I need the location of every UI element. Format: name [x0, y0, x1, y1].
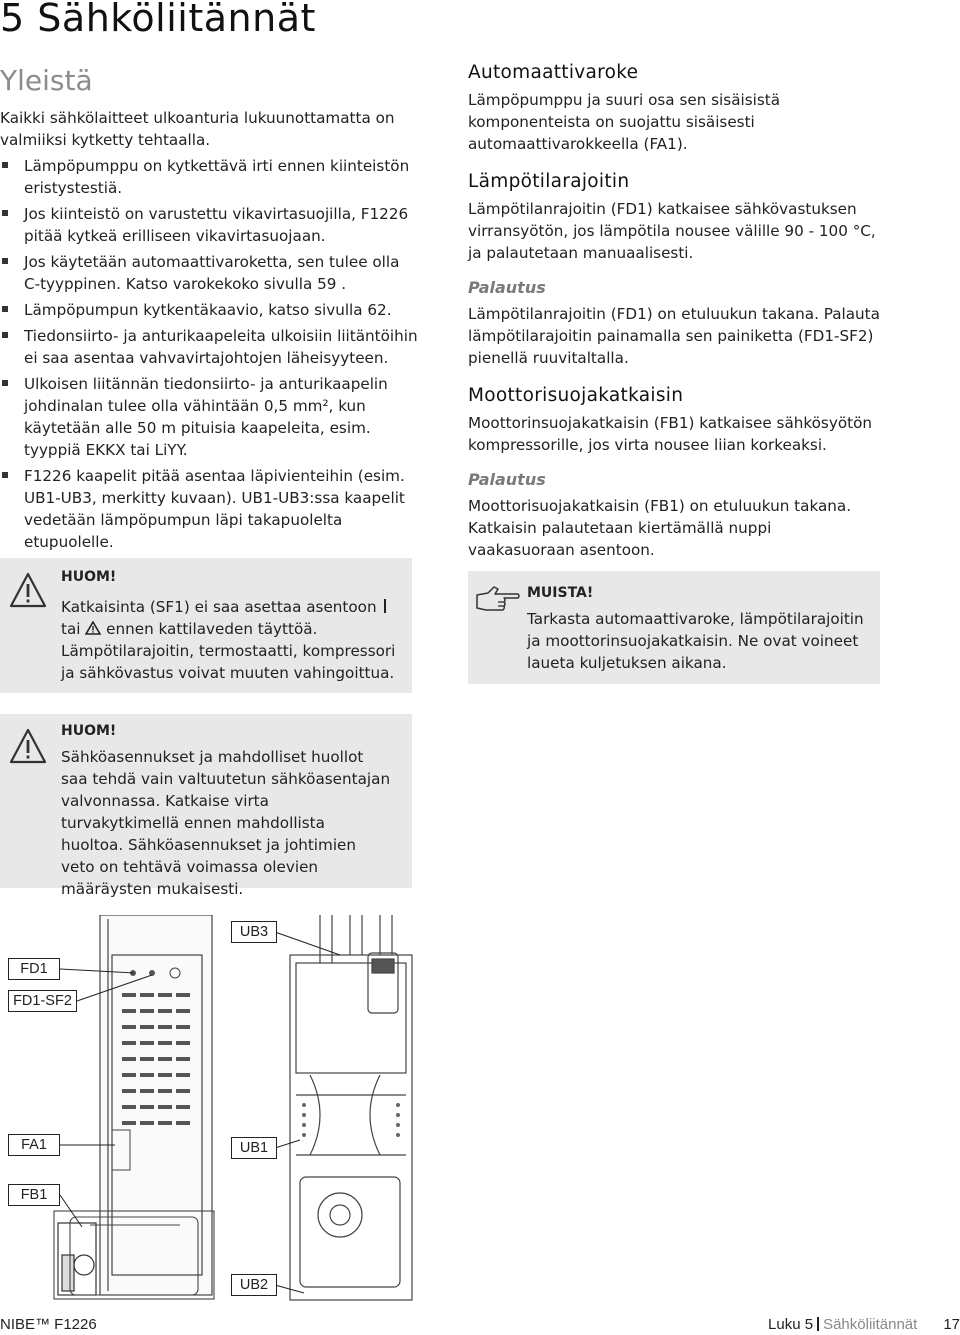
section-heading-lampotilarajoitin: Lämpötilarajoitin	[468, 171, 630, 192]
bullet-icon	[2, 332, 8, 338]
bullet-list	[0, 155, 418, 553]
subheading-palautus: Palautus	[468, 278, 546, 297]
section-heading-yleista: Yleistä	[0, 64, 93, 97]
chapter-title	[0, 0, 316, 40]
list-item: F1226 kaapelit pitää asentaa läpivienteihin (esim. UB1-UB3, merkitty kuvaan). UB1-UB3:ssa kaapelit vedetään lämpöpumpun läpi takapuolelta etupuolelle.	[0, 465, 418, 553]
callout-fd1-sf2: FD1-SF2	[8, 990, 77, 1012]
warning-position-icon	[85, 621, 101, 635]
callout-fd1: FD1	[8, 958, 60, 980]
callout-ub2: UB2	[231, 1274, 277, 1296]
paragraph: Lämpöpumppu ja suuri osa sen sisäisistä komponenteista on suojattu sisäisesti automaattivarokkeella (FA1).	[468, 91, 781, 153]
footer-chapter-title: Sähköliitännät	[823, 1316, 918, 1333]
paragraph: Lämpötilanrajoitin (FD1) katkaisee sähkövastuksen virransyötön, jos lämpötila nousee välille 90 - 100 °C, ja palautetaan manuaalisesti.	[468, 200, 876, 262]
list-item: Jos käytetään automaattivaroketta, sen tulee olla C-tyyppinen. Katso varokekoko sivulla 59 .	[0, 251, 418, 295]
cabinet	[290, 915, 412, 1300]
subheading-palautus: Palautus	[468, 470, 546, 489]
reminder-label: MUISTA!	[527, 585, 594, 601]
chapter-number: 5	[0, 0, 25, 40]
paragraph: Moottorinsuojakatkaisin (FB1) katkaisee sähkösyötön kompressorille, jos virta nousee liian korkeaksi.	[468, 414, 872, 454]
footer-chapter-number: Luku 5	[768, 1316, 814, 1333]
intro-paragraph: Kaikki sähkölaitteet ulkoanturia lukuunottamatta on valmiiksi kytketty tehtaalla.	[0, 109, 395, 149]
reminder-box	[468, 571, 880, 684]
callout-ub3: UB3	[231, 921, 277, 943]
bullet-icon	[2, 380, 8, 386]
warning-label: HUOM!	[61, 723, 117, 739]
bullet-icon	[2, 258, 8, 264]
list-item: Tiedonsiirto- ja anturikaapeleita ulkoisiin liitäntöihin ei saa asentaa vahvavirtajohtojen läheisyyteen.	[0, 325, 418, 369]
section-heading-moottorisuojakatkaisin: Moottorisuojakatkaisin	[468, 385, 684, 406]
warning-triangle-icon	[8, 727, 48, 765]
paragraph: Moottorisuojakatkaisin (FB1) on etuluukun takana. Katkaisin palautetaan kiertämällä nuppi vaakasuoraan asentoon.	[468, 497, 852, 559]
callout-fa1: FA1	[8, 1134, 60, 1156]
bullet-icon	[2, 210, 8, 216]
reminder-text: Tarkasta automaattivaroke, lämpötilarajoitin ja moottorinsuojakatkaisin. Ne ovat voineet laueta kuljetuksen aikana.	[527, 610, 864, 672]
list-item: Jos kiinteistö on varustettu vikavirtasuojilla, F1226 pitää kytkeä erilliseen vikavirtasuojaan.	[0, 203, 418, 247]
cabinet-holes	[302, 1103, 400, 1137]
footer-separator	[817, 1317, 819, 1331]
pointing-hand-icon	[474, 583, 522, 613]
paragraph: Lämpötilanrajoitin (FD1) on etuluukun takana. Palauta lämpötilarajoitin painamalla sen painiketta (FD1-SF2) pienellä ruuvitaltalla.	[468, 305, 880, 367]
left-column	[0, 64, 418, 557]
page-number: 17	[943, 1316, 960, 1333]
warning-triangle-icon	[8, 571, 48, 609]
right-column	[468, 62, 880, 575]
bullet-icon	[2, 472, 8, 478]
footer-chapter	[768, 1316, 960, 1333]
callout-fb1: FB1	[8, 1184, 60, 1206]
footer-product: NIBE™ F1226	[0, 1316, 97, 1333]
callout-ub1: UB1	[231, 1137, 277, 1159]
list-item: Lämpöpumpun kytkentäkaavio, katso sivulla 62.	[0, 299, 418, 321]
warning-text: Katkaisinta (SF1) ei saa asettaa asentoon tai ennen kattilaveden täyttöä. Lämpötilarajoitin, termostaatti, kompressori ja sähkövastus voivat muuten vahingoittua.	[61, 598, 396, 682]
switch-on-symbol-icon	[384, 599, 386, 613]
section-heading-automaattivaroke: Automaattivaroke	[468, 62, 639, 83]
warning-label: HUOM!	[61, 569, 117, 585]
bullet-icon	[2, 306, 8, 312]
heat-pump-drawing	[0, 915, 420, 1310]
warning-box-1	[0, 558, 412, 693]
fb1-motor-protection	[58, 1223, 96, 1295]
bullet-icon	[2, 162, 8, 168]
chapter-title-text: Sähköliitännät	[37, 0, 316, 40]
warning-box-2	[0, 714, 412, 898]
list-item: Lämpöpumppu on kytkettävä irti ennen kiinteistön eristystestiä.	[0, 155, 418, 199]
heat-pump-figure	[0, 915, 420, 1310]
warning-text: Sähköasennukset ja mahdolliset huollot saa tehdä vain valtuutetun sähköasentajan valvonnassa. Katkaise virta turvakytkimellä ennen mahdollista huoltoa. Sähköasennukset ja johtimien veto on tehtävä voimassa olevien määräysten mukaisesti.	[61, 748, 391, 898]
list-item: Ulkoisen liitännän tiedonsiirto- ja anturikaapelin johdinalan tulee olla vähintään 0,5 mm², kun käytetään alle 50 m pituisia kaapeleita, esim. tyyppiä EKKX tai LiYY.	[0, 373, 418, 461]
